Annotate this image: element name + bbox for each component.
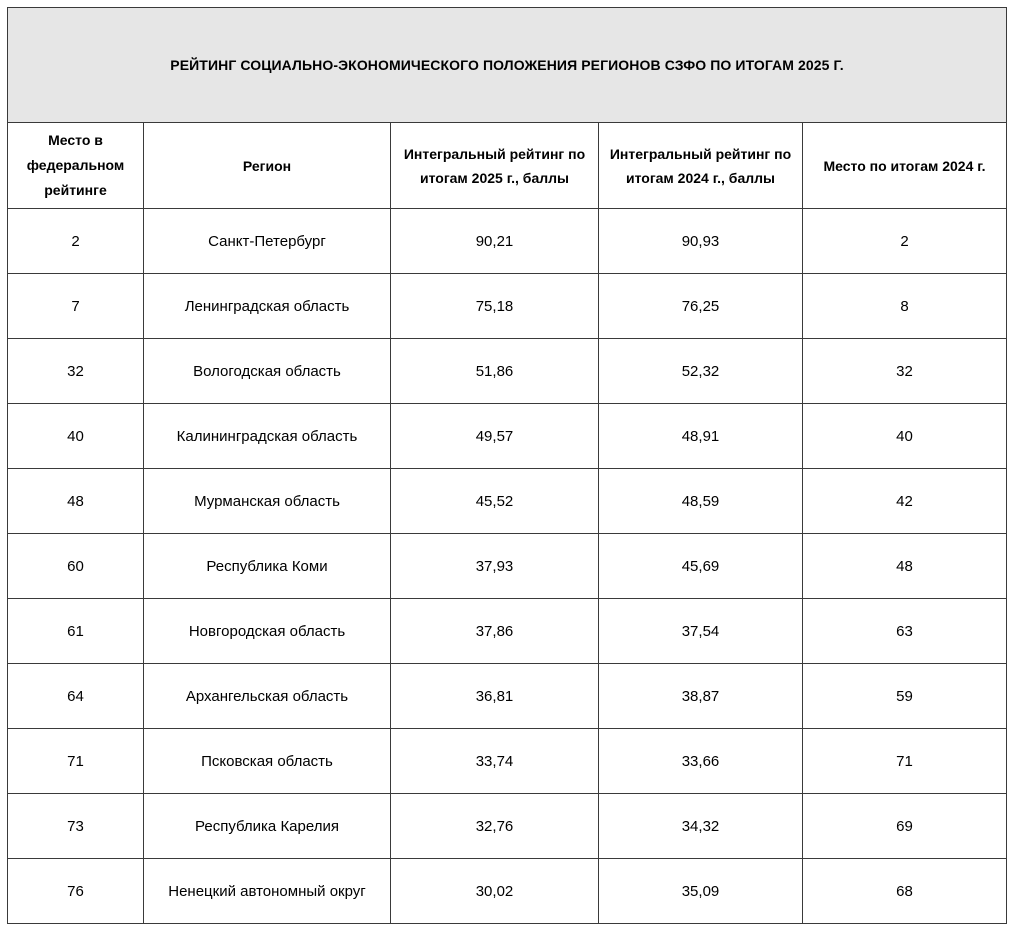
- rating-sheet: [7, 7, 1006, 924]
- cell-place-federal: 48: [8, 469, 144, 534]
- cell-place-federal: 64: [8, 664, 144, 729]
- cell-region: Архангельская область: [144, 664, 391, 729]
- cell-place-2024: 2: [803, 209, 1007, 274]
- cell-rating-2024: 90,93: [599, 209, 803, 274]
- header-region: Регион: [144, 123, 391, 209]
- cell-place-2024: 8: [803, 274, 1007, 339]
- cell-place-federal: 71: [8, 729, 144, 794]
- cell-region: Ленинградская область: [144, 274, 391, 339]
- cell-region: Мурманская область: [144, 469, 391, 534]
- header-rating-2024: Интегральный рейтинг по итогам 2024 г., баллы: [599, 123, 803, 209]
- cell-rating-2025: 30,02: [391, 859, 599, 924]
- cell-rating-2025: 51,86: [391, 339, 599, 404]
- rating-table-body: [8, 8, 1007, 924]
- cell-place-2024: 69: [803, 794, 1007, 859]
- cell-region: Республика Коми: [144, 534, 391, 599]
- title-row: [8, 8, 1007, 123]
- cell-place-2024: 63: [803, 599, 1007, 664]
- cell-rating-2024: 52,32: [599, 339, 803, 404]
- cell-rating-2024: 35,09: [599, 859, 803, 924]
- cell-place-federal: 7: [8, 274, 144, 339]
- table-row: [8, 209, 1007, 274]
- cell-rating-2025: 36,81: [391, 664, 599, 729]
- cell-rating-2025: 37,93: [391, 534, 599, 599]
- table-row: [8, 664, 1007, 729]
- cell-region: Калининградская область: [144, 404, 391, 469]
- cell-place-2024: 68: [803, 859, 1007, 924]
- cell-place-federal: 40: [8, 404, 144, 469]
- header-place-federal: Место в федеральном рейтинге: [8, 123, 144, 209]
- cell-rating-2024: 45,69: [599, 534, 803, 599]
- cell-region: Вологодская область: [144, 339, 391, 404]
- header-row: [8, 123, 1007, 209]
- cell-region: Псковская область: [144, 729, 391, 794]
- cell-region: Ненецкий автономный округ: [144, 859, 391, 924]
- table-row: [8, 794, 1007, 859]
- header-place-2024: Место по итогам 2024 г.: [803, 123, 1007, 209]
- cell-rating-2025: 90,21: [391, 209, 599, 274]
- cell-rating-2025: 32,76: [391, 794, 599, 859]
- cell-place-2024: 59: [803, 664, 1007, 729]
- cell-rating-2024: 48,91: [599, 404, 803, 469]
- table-row: [8, 534, 1007, 599]
- cell-region: Республика Карелия: [144, 794, 391, 859]
- cell-place-federal: 32: [8, 339, 144, 404]
- cell-place-federal: 61: [8, 599, 144, 664]
- cell-rating-2025: 33,74: [391, 729, 599, 794]
- cell-place-federal: 60: [8, 534, 144, 599]
- table-row: [8, 274, 1007, 339]
- cell-rating-2024: 37,54: [599, 599, 803, 664]
- cell-rating-2024: 48,59: [599, 469, 803, 534]
- cell-rating-2025: 37,86: [391, 599, 599, 664]
- table-row: [8, 339, 1007, 404]
- header-rating-2025: Интегральный рейтинг по итогам 2025 г., баллы: [391, 123, 599, 209]
- cell-rating-2024: 33,66: [599, 729, 803, 794]
- table-row: [8, 599, 1007, 664]
- table-row: [8, 469, 1007, 534]
- table-title: РЕЙТИНГ СОЦИАЛЬНО-ЭКОНОМИЧЕСКОГО ПОЛОЖЕНИЯ РЕГИОНОВ СЗФО ПО ИТОГАМ 2025 Г.: [8, 8, 1007, 123]
- cell-place-2024: 42: [803, 469, 1007, 534]
- cell-place-2024: 71: [803, 729, 1007, 794]
- cell-rating-2024: 76,25: [599, 274, 803, 339]
- cell-rating-2025: 45,52: [391, 469, 599, 534]
- table-row: [8, 859, 1007, 924]
- cell-place-2024: 48: [803, 534, 1007, 599]
- rating-table: [7, 7, 1007, 924]
- cell-region: Новгородская область: [144, 599, 391, 664]
- cell-place-2024: 40: [803, 404, 1007, 469]
- cell-rating-2025: 49,57: [391, 404, 599, 469]
- table-row: [8, 729, 1007, 794]
- cell-place-federal: 76: [8, 859, 144, 924]
- cell-region: Санкт-Петербург: [144, 209, 391, 274]
- cell-place-2024: 32: [803, 339, 1007, 404]
- cell-rating-2024: 34,32: [599, 794, 803, 859]
- cell-place-federal: 73: [8, 794, 144, 859]
- cell-rating-2024: 38,87: [599, 664, 803, 729]
- table-row: [8, 404, 1007, 469]
- cell-place-federal: 2: [8, 209, 144, 274]
- cell-rating-2025: 75,18: [391, 274, 599, 339]
